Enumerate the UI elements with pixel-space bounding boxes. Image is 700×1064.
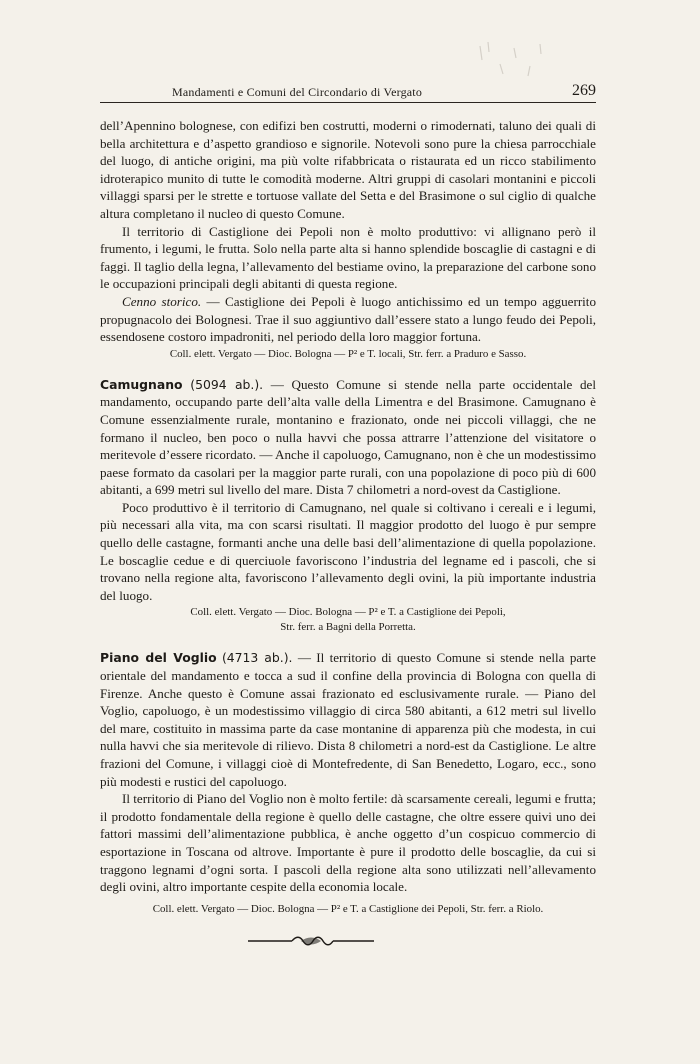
paragraph-piano-territory: Il territorio di Piano del Voglio non è molto fertile: dà scarsamente cereali, legumi e frutta; il prodotto fondamentale della regione è quello delle castagne, che oltre essere quivi uno dei fattori massimi dell’alimentazione pubblica, è anche oggetto d’un cospicuo commercio di esportazione in Toscana od altrove. Importante è pure il prodotto delle boscaglie, da cui si traggono legnami d’ogni sorta. I pascoli della regione alta sono utilizzati nell’allevamento degli ovini, altro importante cespite della economia locale. — [100, 791, 596, 895]
paragraph-castiglione-intro: dell’Apennino bolognese, con edifizi ben costrutti, moderni o rimodernati, taluno dei quali di bella architettura e d’aspetto grandioso e signorile. Notevoli sono pure la chiesa parrocchiale del luogo, di antiche origini, ma più volte rifabbricata o ristaurata ed un ricco stabilimento idroterapico munito di tutte le comodità moderne. Altri gruppi di casolari montanini e piccoli villaggi sparsi per le strette e tortuose vallate del Setta e del Brasimone o sul ciglio di qualche altura completano il nucleo di questo Comune. — [100, 118, 596, 221]
paragraph-piano-del-voglio — [100, 649, 596, 790]
history-text: — Castiglione dei Pepoli è luogo antichissimo ed un tempo agguerrito propugnacolo dei Bolognesi. Trae il suo aggiuntivo dall’essere stato a lungo feudo dei Pepoli, essendosene costoro impadroniti, nel periodo della loro maggior fortuna. — [100, 293, 596, 345]
camugnano-population: (5094 ab.). — [190, 376, 264, 392]
paragraph-castiglione-territory: Il territorio di Castiglione dei Pepoli non è molto produttivo: vi allignano però il frumento, i legumi, le frutta. Solo nella parte alta si hanno splendide boscaglie di castagni e di faggi. Il taglio della legna, l’allevamento del bestiame ovino, la preparazione del carbone sono le occupazioni principali degli abitanti di questa regione. — [100, 223, 596, 292]
footnote-castiglione: Coll. elett. Vergato — Dioc. Bologna — P² e T. locali, Str. ferr. a Praduro e Sasso. — [169, 347, 527, 360]
camugnano-text: — Questo Comune si stende nella parte occidentale del mandamento, occupando parte dell’alta valle della Limentra e del Brasimone. Camugnano è Comune essenzialmente rurale, montanino e frazionato, onde nei piccoli villaggi, che ne formano il nucleo, ben poco o nulla havvi che possa attrarre l’attenzione del visitatore o meritevole d’essere ricordato. — Anche il capoluogo, Camugnano, non è che un modestissimo paese formato da casolari per la maggior parte rurali, con una popolazione di poco più di 600 abitanti, a 699 metri sul livello del mare. Dista 7 chilometri a nord-ovest da Castiglione. — [100, 376, 596, 498]
footnote-camugnano-line2: Str. ferr. a Bagni della Porretta. — [280, 621, 416, 634]
header-rule — [100, 102, 596, 103]
running-title: Mandamenti e Comuni del Circondario di Vergato — [172, 85, 423, 99]
body-text — [100, 117, 596, 917]
paragraph-camugnano — [100, 376, 596, 499]
paragraph-camugnano-territory: Poco produttivo è il territorio di Camugnano, nel quale si coltivano i cereali e i legumi, più necessari alla vita, ma con scarsi risultati. Il maggior prodotto del luogo è pur sempre quello delle castagne, formanti anche una delle basi dell’alimentazione di quella popolazione. Le boscaglie cedue e di querciuole favoriscono l’industria del legname ed i pascoli, che si trovano nella regione alta, favoriscono l’allevamento degli ovini, la più importante industria del luogo. — [100, 499, 596, 603]
piano-text: — Il territorio di questo Comune si stende nella parte orientale del mandamento e tocca a sud il confine della provincia di Bologna con quella di Firenze. Anche questo è Comune assai frazionato ed esclusivamente rurale. — Piano del Voglio, capoluogo, è un modestissimo villaggio di circa 580 abitanti, a 612 metri sul livello del mare, costituito in massima parte da case montanine di apparenza più che modesta, in cui nulla havvi che sia meritevole di rilievo. Dista 8 chilometri a nord-est da Castiglione. Le altre frazioni del Comune, i villaggi cioè di Montefredente, di San Benedetto, Logaro, ecc., sono più modesti e rustici del capoluogo. — [100, 650, 596, 789]
camugnano-heading: Camugnano — [100, 376, 183, 392]
page-header — [100, 72, 596, 100]
footnote-camugnano-line1: Coll. elett. Vergato — Dioc. Bologna — P² e T. a Castiglione dei Pepoli, — [190, 606, 506, 619]
piano-heading: Piano del Voglio — [100, 650, 217, 666]
history-lead: Cenno storico. — [122, 293, 202, 309]
page-number: 269 — [572, 82, 596, 99]
footnote-piano: Coll. elett. Vergato — Dioc. Bologna — P² e T. a Castiglione dei Pepoli, Str. ferr. a Riolo. — [152, 902, 544, 915]
piano-population: (4713 ab.). — [221, 650, 293, 666]
paragraph-castiglione-history — [100, 293, 596, 346]
ornament-icon — [246, 934, 376, 948]
